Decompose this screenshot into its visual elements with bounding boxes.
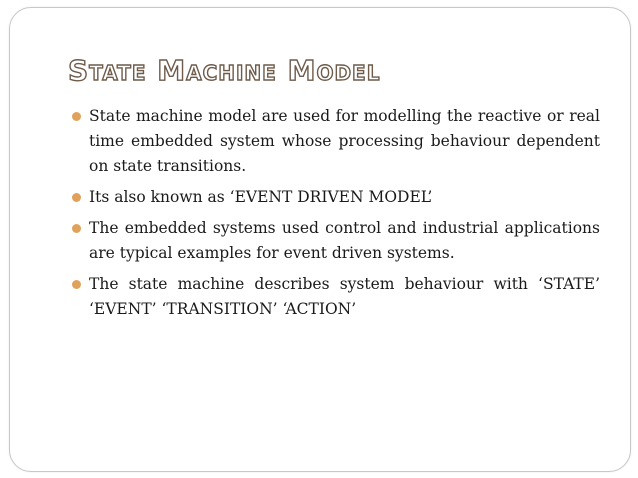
bullet-text: State machine model are used for modelling the reactive or real time embedded system whose processing behaviour dependent on state transitions. <box>89 107 600 175</box>
bullet-item <box>72 216 600 266</box>
bullet-dot-icon <box>72 224 81 233</box>
bullet-text: The state machine describes system behaviour with ‘STATE’ ‘EVENT’ ‘TRANSITION’ ‘ACTION’ <box>89 275 600 318</box>
bullet-dot-icon <box>72 280 81 289</box>
bullet-list <box>72 104 600 328</box>
bullet-dot-icon <box>72 112 81 121</box>
bullet-item <box>72 104 600 179</box>
bullet-text: Its also known as ‘EVENT DRIVEN MODEL’ <box>89 188 433 206</box>
bullet-item <box>72 185 600 210</box>
bullet-text: The embedded systems used control and industrial applications are typical examples for event driven systems. <box>89 219 600 262</box>
slide-title: State Machine Model <box>68 54 381 87</box>
bullet-dot-icon <box>72 193 81 202</box>
bullet-item <box>72 272 600 322</box>
